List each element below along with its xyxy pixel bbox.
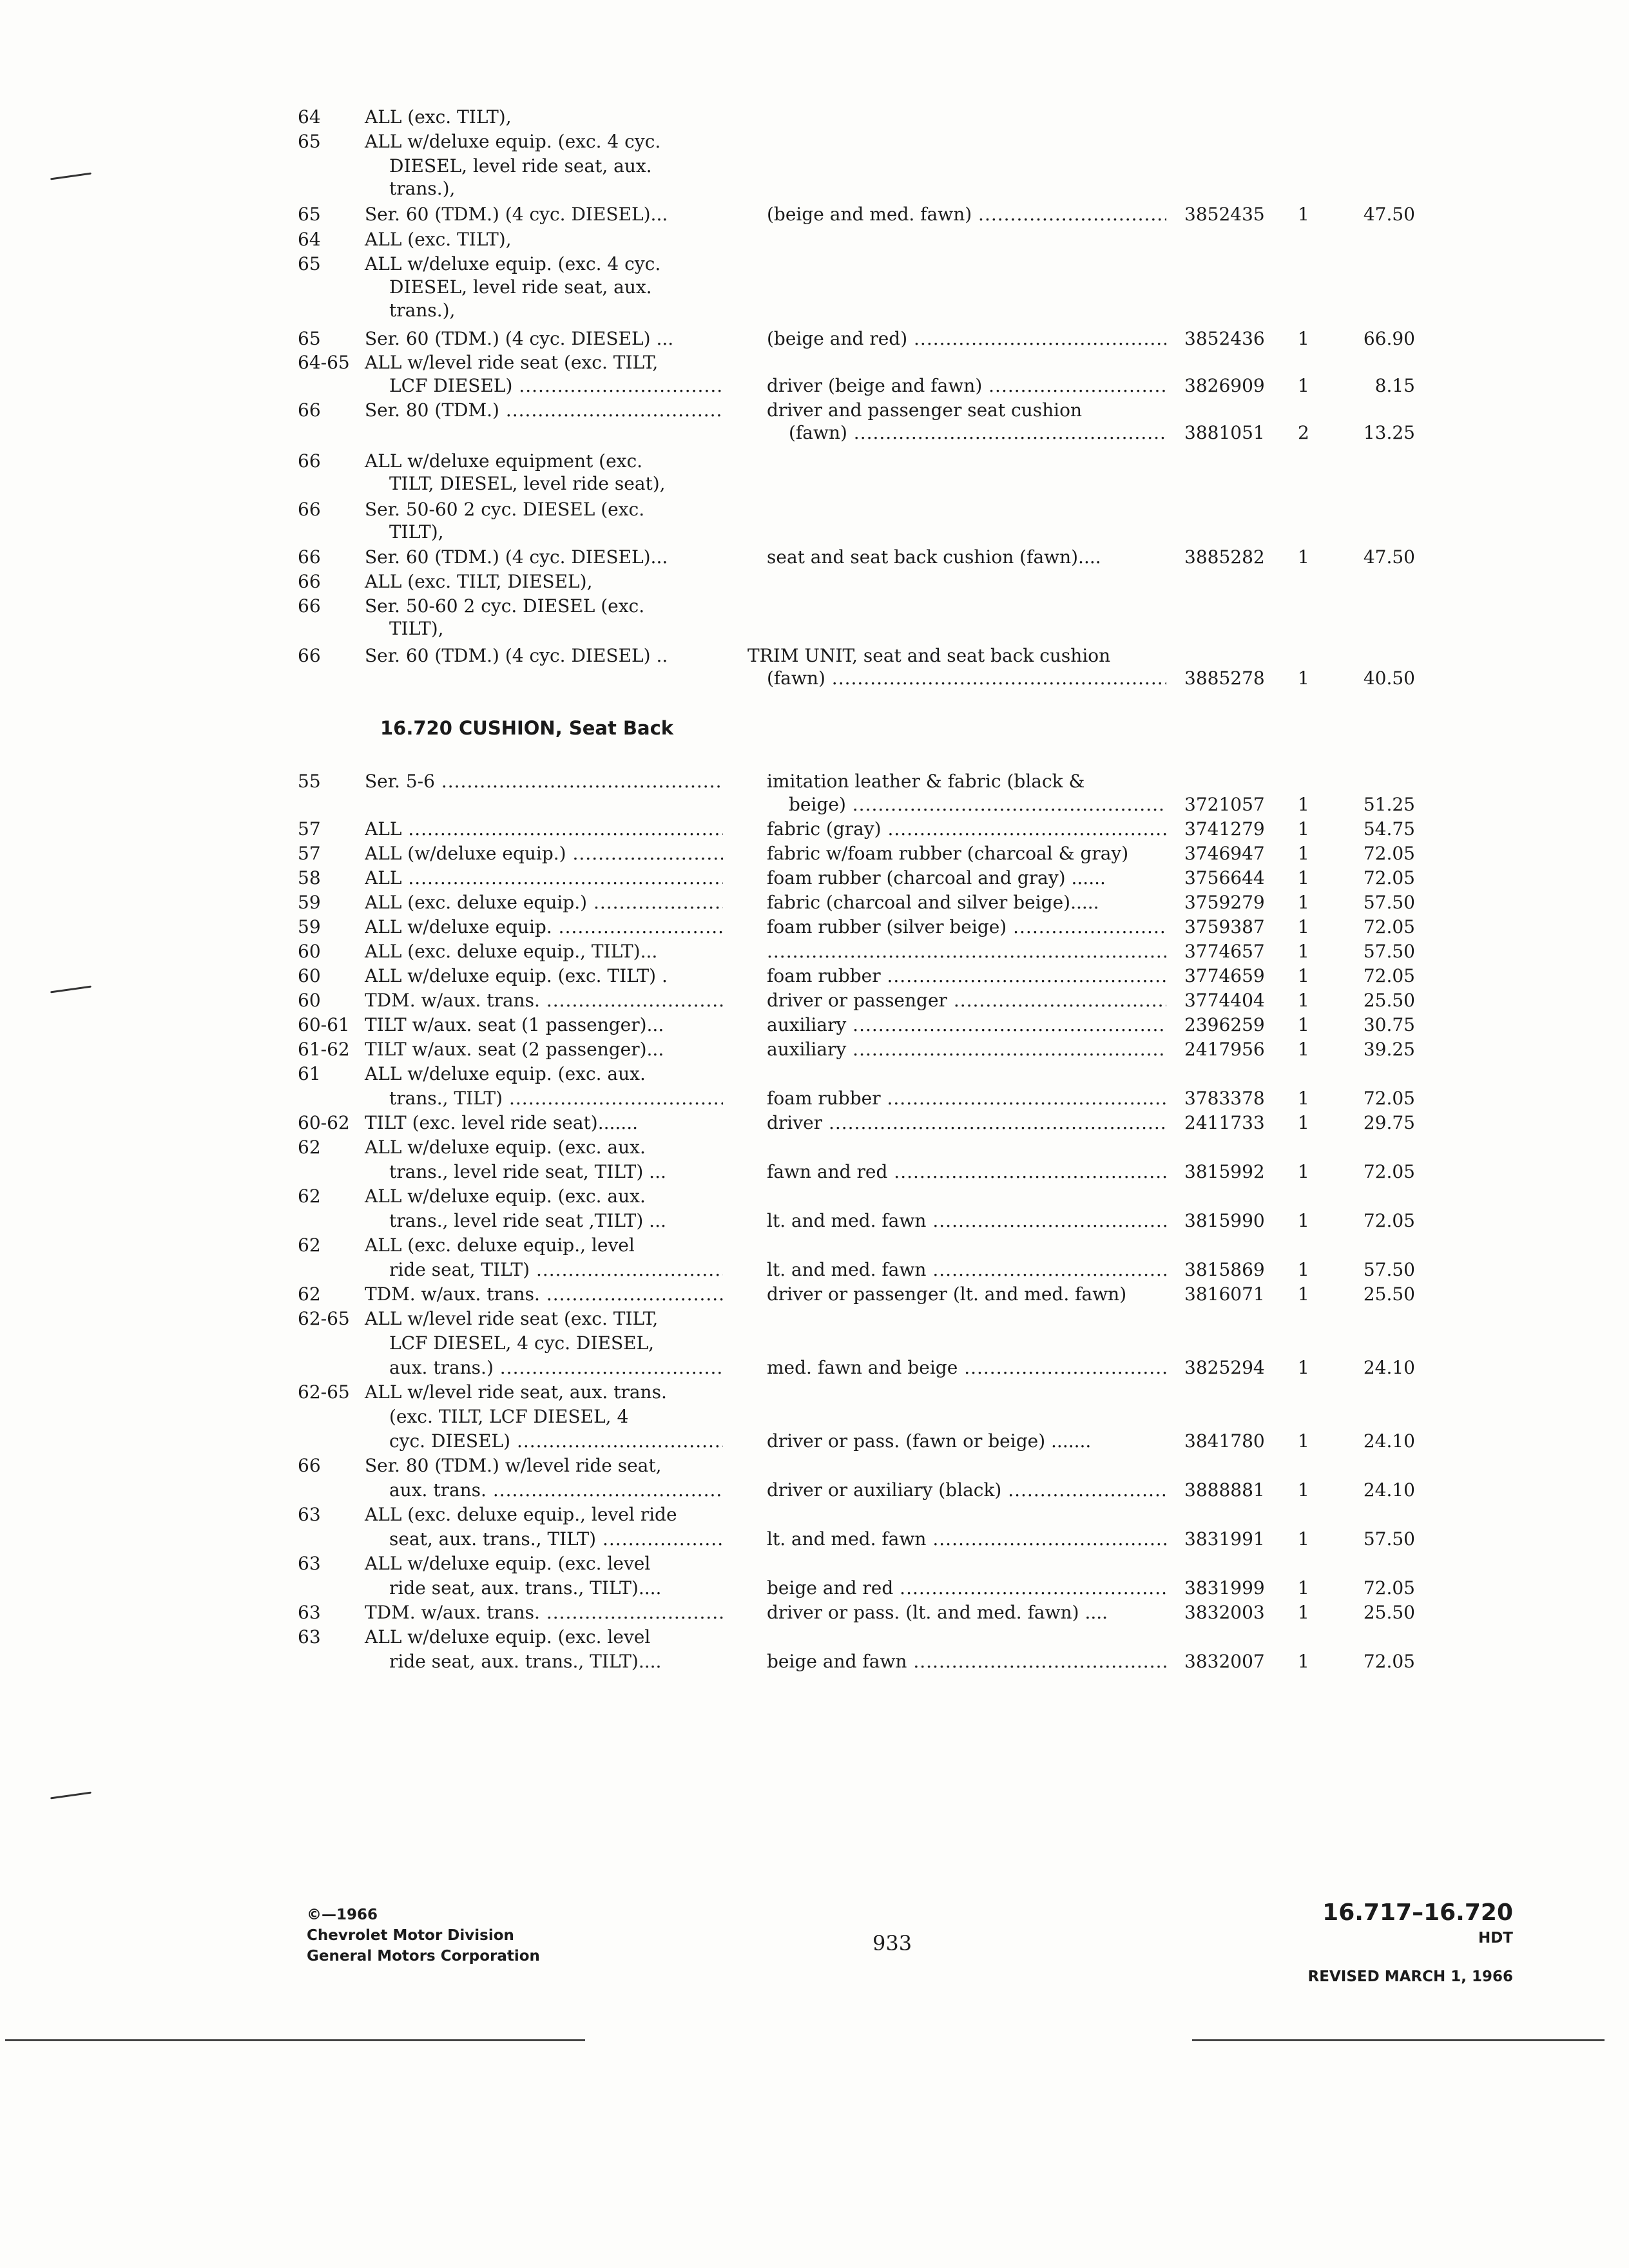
list-price: 54.75	[1363, 818, 1415, 840]
catalog-line	[0, 520, 1629, 544]
model-application: TILT w/aux. seat (2 passenger)...	[365, 1039, 664, 1060]
part-number: 3841780	[1184, 1430, 1265, 1452]
model-application: ALL w/deluxe equip. (exc. TILT) .	[365, 965, 668, 986]
catalog-line	[0, 1552, 1629, 1576]
model-year: 57	[298, 818, 321, 840]
quantity: 1	[1298, 1283, 1309, 1305]
quantity: 1	[1298, 204, 1309, 225]
part-number: 3885282	[1184, 546, 1265, 568]
catalog-line	[0, 1282, 1629, 1307]
part-description: driver and passenger seat cushion	[767, 399, 1082, 421]
model-application: ALL (exc. deluxe equip., TILT)...	[365, 941, 658, 962]
part-description: (beige and red) .....	[767, 327, 1166, 351]
model-year: 62	[298, 1283, 321, 1305]
list-price: 72.05	[1363, 867, 1415, 889]
catalog-line	[0, 866, 1629, 890]
part-description: lt. and med. fawn .....	[767, 1258, 1166, 1282]
catalog-line	[0, 939, 1629, 964]
part-number: 3746947	[1184, 843, 1265, 864]
model-year: 66	[298, 571, 321, 592]
model-application: TILT),	[389, 521, 444, 543]
catalog-line	[0, 1356, 1629, 1380]
catalog-line	[0, 298, 1629, 323]
model-application: ALL w/deluxe equip. (exc. 4 cyc.	[365, 131, 661, 152]
catalog-line	[0, 1503, 1629, 1527]
model-application: TILT w/aux. seat (1 passenger)...	[365, 1014, 664, 1035]
quantity: 1	[1298, 668, 1309, 689]
list-price: 57.50	[1363, 1528, 1415, 1550]
catalog-line	[0, 1600, 1629, 1625]
quantity: 2	[1298, 422, 1309, 443]
list-price: 72.05	[1363, 965, 1415, 986]
list-price: 13.25	[1363, 422, 1415, 443]
model-application: ALL w/deluxe equipment (exc.	[365, 450, 643, 472]
catalog-line	[0, 1405, 1629, 1429]
part-number: 2411733	[1184, 1112, 1265, 1133]
list-price: 8.15	[1374, 375, 1415, 396]
model-application: TDM. w/aux. trans. .....	[365, 1600, 723, 1625]
model-year: 64	[298, 229, 321, 250]
list-price: 47.50	[1363, 204, 1415, 225]
part-description: driver (beige and fawn) .....	[767, 374, 1166, 398]
catalog-line	[0, 1209, 1629, 1233]
model-application: Ser. 5-6 .....	[365, 769, 723, 794]
quantity: 1	[1298, 1651, 1309, 1672]
quantity: 1	[1298, 1430, 1309, 1452]
catalog-line	[0, 915, 1629, 939]
model-year: 63	[298, 1626, 321, 1648]
model-application: TDM. w/aux. trans. .....	[365, 988, 723, 1013]
part-description: auxiliary .....	[767, 1013, 1166, 1037]
corporation-name: General Motors Corporation	[307, 1948, 540, 1965]
catalog-line	[0, 1478, 1629, 1503]
quantity: 1	[1298, 794, 1309, 815]
catalog-line	[0, 890, 1629, 915]
part-description: driver or pass. (lt. and med. fawn) ....	[767, 1602, 1108, 1623]
model-year: 60	[298, 990, 321, 1011]
revision-date: REVISED MARCH 1, 1966	[1307, 1968, 1513, 1985]
model-application: ALL w/deluxe equip. (exc. aux.	[365, 1137, 646, 1158]
model-application: ALL .....	[365, 817, 723, 841]
list-price: 72.05	[1363, 1651, 1415, 1672]
part-number: 3815990	[1184, 1210, 1265, 1231]
list-price: 57.50	[1363, 892, 1415, 913]
part-description: imitation leather & fabric (black &	[767, 771, 1085, 792]
catalog-line	[0, 252, 1629, 276]
model-year: 59	[298, 916, 321, 937]
catalog-line	[0, 617, 1629, 641]
catalog-line	[0, 1135, 1629, 1160]
catalog-line	[0, 472, 1629, 496]
model-year: 62	[298, 1235, 321, 1256]
catalog-line	[0, 988, 1629, 1013]
quantity: 1	[1298, 916, 1309, 937]
catalog-line	[0, 374, 1629, 398]
list-price: 40.50	[1363, 668, 1415, 689]
quantity: 1	[1298, 1112, 1309, 1133]
part-description: (beige and med. fawn) .....	[767, 202, 1166, 227]
catalog-line	[0, 1233, 1629, 1258]
model-year: 57	[298, 843, 321, 864]
model-application: aux. trans.) .....	[389, 1356, 723, 1380]
catalog-line	[0, 1111, 1629, 1135]
part-description: fawn and red .....	[767, 1160, 1166, 1184]
model-application: seat, aux. trans., TILT) .....	[389, 1527, 723, 1552]
catalog-line	[0, 327, 1629, 351]
catalog-line	[0, 351, 1629, 375]
list-price: 25.50	[1363, 1602, 1415, 1623]
catalog-line	[0, 666, 1629, 691]
quantity: 1	[1298, 1014, 1309, 1035]
list-price: 24.10	[1363, 1479, 1415, 1501]
list-price: 57.50	[1363, 941, 1415, 962]
model-application: Ser. 80 (TDM.) w/level ride seat,	[365, 1455, 662, 1476]
model-year: 65	[298, 328, 321, 349]
model-application: DIESEL, level ride seat, aux.	[389, 155, 652, 177]
model-application: trans., TILT) .....	[389, 1086, 723, 1111]
model-year: 63	[298, 1504, 321, 1525]
part-description: fabric (gray) .....	[767, 817, 1166, 841]
catalog-code: HDT	[1478, 1930, 1513, 1946]
model-year: 64	[298, 106, 321, 128]
catalog-line	[0, 1527, 1629, 1552]
part-description	[767, 939, 1166, 964]
model-application: trans., level ride seat ,TILT) ...	[389, 1210, 666, 1231]
part-number: 3759279	[1184, 892, 1265, 913]
model-year: 65	[298, 204, 321, 225]
part-number: 3826909	[1184, 375, 1265, 396]
catalog-line	[0, 1037, 1629, 1062]
part-description: driver or pass. (fawn or beige) .......	[767, 1430, 1092, 1452]
part-number: 2417956	[1184, 1039, 1265, 1060]
model-year: 66	[298, 1455, 321, 1476]
quantity: 1	[1298, 1039, 1309, 1060]
model-application: ALL w/deluxe equip. .....	[365, 915, 723, 939]
model-application: ALL (w/deluxe equip.) .....	[365, 841, 723, 866]
catalog-line	[0, 1331, 1629, 1356]
part-number: 3852435	[1184, 204, 1265, 225]
part-description: fabric w/foam rubber (charcoal & gray)	[767, 843, 1129, 864]
model-application: ALL w/deluxe equip. (exc. 4 cyc.	[365, 253, 661, 274]
model-application: trans., level ride seat, TILT) ...	[389, 1161, 666, 1182]
quantity: 1	[1298, 328, 1309, 349]
model-application: Ser. 60 (TDM.) (4 cyc. DIESEL) ..	[365, 645, 668, 666]
model-application: ALL .....	[365, 866, 723, 890]
bottom-rule-left	[5, 2039, 585, 2041]
model-application: ALL (exc. TILT),	[365, 106, 512, 128]
catalog-line	[0, 1576, 1629, 1600]
part-description: foam rubber .....	[767, 964, 1166, 988]
model-application: trans.),	[389, 178, 456, 199]
model-year: 62	[298, 1186, 321, 1207]
part-description: beige and fawn .....	[767, 1649, 1166, 1674]
model-application: ALL (exc. deluxe equip., level ride	[365, 1504, 677, 1525]
model-application: (exc. TILT, LCF DIESEL, 4	[389, 1406, 629, 1427]
model-year: 60	[298, 941, 321, 962]
catalog-line	[0, 841, 1629, 866]
list-price: 72.05	[1363, 1210, 1415, 1231]
model-year: 63	[298, 1602, 321, 1623]
part-number: 3852436	[1184, 328, 1265, 349]
list-price: 72.05	[1363, 1088, 1415, 1109]
part-description: fabric (charcoal and silver beige).....	[767, 892, 1099, 913]
list-price: 25.50	[1363, 1283, 1415, 1305]
quantity: 1	[1298, 892, 1309, 913]
part-number: 3759387	[1184, 916, 1265, 937]
list-price: 72.05	[1363, 1161, 1415, 1182]
quantity: 1	[1298, 818, 1309, 840]
part-number: 3888881	[1184, 1479, 1265, 1501]
model-application: ALL w/deluxe equip. (exc. aux.	[365, 1186, 646, 1207]
model-application: ALL (exc. deluxe equip.) .....	[365, 890, 723, 915]
quantity: 1	[1298, 1577, 1309, 1599]
part-description: (fawn) .....	[789, 421, 1166, 445]
model-application: ALL (exc. TILT, DIESEL),	[365, 571, 593, 592]
section-heading: 16.720 CUSHION, Seat Back	[380, 717, 674, 739]
part-number: 3816071	[1184, 1283, 1265, 1305]
catalog-line	[0, 1307, 1629, 1331]
part-description: med. fawn and beige .....	[767, 1356, 1166, 1380]
list-price: 72.05	[1363, 916, 1415, 937]
model-application: ALL w/level ride seat (exc. TILT,	[365, 352, 659, 373]
model-application: ride seat, TILT) .....	[389, 1258, 723, 1282]
part-number: 3741279	[1184, 818, 1265, 840]
catalog-line	[0, 177, 1629, 201]
list-price: 72.05	[1363, 843, 1415, 864]
list-price: 39.25	[1363, 1039, 1415, 1060]
model-application: Ser. 80 (TDM.) .....	[365, 398, 723, 423]
catalog-line	[0, 1429, 1629, 1454]
part-number: 3832003	[1184, 1602, 1265, 1623]
part-number: 3831991	[1184, 1528, 1265, 1550]
catalog-line	[0, 130, 1629, 154]
model-application: TILT),	[389, 618, 444, 639]
catalog-line	[0, 570, 1629, 594]
part-number: 3756644	[1184, 867, 1265, 889]
catalog-line	[0, 1086, 1629, 1111]
catalog-line	[0, 449, 1629, 474]
catalog-line	[0, 1184, 1629, 1209]
page-number: 933	[872, 1931, 912, 1956]
model-year: 66	[298, 595, 321, 617]
catalog-line	[0, 769, 1629, 794]
part-number: 3721057	[1184, 794, 1265, 815]
catalog-line	[0, 1625, 1629, 1649]
quantity: 1	[1298, 1088, 1309, 1109]
model-application: cyc. DIESEL) .....	[389, 1429, 723, 1454]
part-description: TRIM UNIT, seat and seat back cushion	[747, 645, 1111, 666]
catalog-line	[0, 154, 1629, 178]
quantity: 1	[1298, 1528, 1309, 1550]
quantity: 1	[1298, 375, 1309, 396]
model-application: TDM. w/aux. trans. .....	[365, 1282, 723, 1307]
list-price: 25.50	[1363, 990, 1415, 1011]
list-price: 66.90	[1363, 328, 1415, 349]
model-application: ALL w/deluxe equip. (exc. level	[365, 1553, 651, 1574]
part-description: beige and red .....	[767, 1576, 1166, 1600]
section-range: 16.717–16.720	[1322, 1899, 1513, 1926]
list-price: 51.25	[1363, 794, 1415, 815]
catalog-line	[0, 1649, 1629, 1674]
model-year: 58	[298, 867, 321, 889]
model-year: 66	[298, 450, 321, 472]
model-year: 66	[298, 399, 321, 421]
model-application: ALL w/deluxe equip. (exc. aux.	[365, 1063, 646, 1084]
quantity: 1	[1298, 941, 1309, 962]
part-number: 3774659	[1184, 965, 1265, 986]
model-application: LCF DIESEL) .....	[389, 374, 723, 398]
model-year: 60-62	[298, 1112, 350, 1133]
list-price: 47.50	[1363, 546, 1415, 568]
catalog-line	[0, 227, 1629, 252]
part-number: 3774404	[1184, 990, 1265, 1011]
model-application: aux. trans. .....	[389, 1478, 723, 1503]
model-year: 60	[298, 965, 321, 986]
part-number: 3881051	[1184, 422, 1265, 443]
part-description: lt. and med. fawn .....	[767, 1209, 1166, 1233]
catalog-line	[0, 1258, 1629, 1282]
part-number: 3774657	[1184, 941, 1265, 962]
part-description: driver or passenger .....	[767, 988, 1166, 1013]
part-number: 3831999	[1184, 1577, 1265, 1599]
model-application: Ser. 60 (TDM.) (4 cyc. DIESEL)...	[365, 204, 668, 225]
model-year: 64-65	[298, 352, 350, 373]
part-number: 3825294	[1184, 1357, 1265, 1378]
catalog-line	[0, 105, 1629, 130]
part-description: foam rubber (charcoal and gray) ......	[767, 867, 1106, 889]
list-price: 24.10	[1363, 1357, 1415, 1378]
catalog-line	[0, 545, 1629, 570]
part-description: lt. and med. fawn .....	[767, 1527, 1166, 1552]
publisher-block	[307, 1905, 540, 1966]
binder-hole-mark	[50, 1792, 92, 1800]
part-number: 3832007	[1184, 1651, 1265, 1672]
part-description: foam rubber .....	[767, 1086, 1166, 1111]
catalog-line	[0, 594, 1629, 619]
model-year: 60-61	[298, 1014, 350, 1035]
quantity: 1	[1298, 1357, 1309, 1378]
catalog-line	[0, 1454, 1629, 1478]
part-description: foam rubber (silver beige) .....	[767, 915, 1166, 939]
catalog-line	[0, 1380, 1629, 1405]
model-application: ride seat, aux. trans., TILT)....	[389, 1577, 662, 1599]
model-year: 61	[298, 1063, 321, 1084]
part-number: 3815992	[1184, 1161, 1265, 1182]
catalog-line	[0, 964, 1629, 988]
model-application: trans.),	[389, 300, 456, 321]
copyright: ©—1966	[307, 1907, 378, 1923]
quantity: 1	[1298, 1259, 1309, 1280]
catalog-line	[0, 497, 1629, 522]
catalog-line	[0, 202, 1629, 227]
catalog-line	[0, 421, 1629, 445]
model-application: TILT, DIESEL, level ride seat),	[389, 473, 666, 494]
quantity: 1	[1298, 843, 1309, 864]
model-year: 65	[298, 131, 321, 152]
model-application: TILT (exc. level ride seat).......	[365, 1112, 639, 1133]
catalog-line	[0, 1160, 1629, 1184]
part-description: auxiliary .....	[767, 1037, 1166, 1062]
model-application: Ser. 50-60 2 cyc. DIESEL (exc.	[365, 595, 645, 617]
model-year: 66	[298, 546, 321, 568]
list-price: 29.75	[1363, 1112, 1415, 1133]
model-year: 55	[298, 771, 321, 792]
model-application: ALL w/level ride seat (exc. TILT,	[365, 1308, 659, 1329]
catalog-line	[0, 275, 1629, 300]
model-year: 62-65	[298, 1308, 350, 1329]
part-number: 3783378	[1184, 1088, 1265, 1109]
model-application: ALL w/deluxe equip. (exc. level	[365, 1626, 651, 1648]
catalog-line	[0, 644, 1629, 668]
model-year: 61-62	[298, 1039, 350, 1060]
part-description: driver or passenger (lt. and med. fawn)	[767, 1283, 1127, 1305]
model-year: 62	[298, 1137, 321, 1158]
model-year: 66	[298, 645, 321, 666]
part-number: 2396259	[1184, 1014, 1265, 1035]
model-year: 66	[298, 499, 321, 520]
part-number: 3885278	[1184, 668, 1265, 689]
part-description: beige) .....	[789, 793, 1166, 817]
list-price: 30.75	[1363, 1014, 1415, 1035]
model-application: LCF DIESEL, 4 cyc. DIESEL,	[389, 1332, 655, 1354]
model-application: Ser. 60 (TDM.) (4 cyc. DIESEL)...	[365, 546, 668, 568]
quantity: 1	[1298, 1161, 1309, 1182]
list-price: 72.05	[1363, 1577, 1415, 1599]
model-application: ALL (exc. TILT),	[365, 229, 512, 250]
catalog-line	[0, 1013, 1629, 1037]
catalog-line	[0, 398, 1629, 423]
model-application: ALL (exc. deluxe equip., level	[365, 1235, 635, 1256]
catalog-line	[0, 817, 1629, 841]
quantity: 1	[1298, 1210, 1309, 1231]
part-description: seat and seat back cushion (fawn)....	[767, 546, 1101, 568]
part-description: driver .....	[767, 1111, 1166, 1135]
quantity: 1	[1298, 1479, 1309, 1501]
part-number: 3815869	[1184, 1259, 1265, 1280]
model-application: DIESEL, level ride seat, aux.	[389, 276, 652, 298]
model-application: ALL w/level ride seat, aux. trans.	[365, 1381, 667, 1403]
model-year: 59	[298, 892, 321, 913]
quantity: 1	[1298, 990, 1309, 1011]
model-application: Ser. 50-60 2 cyc. DIESEL (exc.	[365, 499, 645, 520]
part-description: driver or auxiliary (black) .....	[767, 1478, 1166, 1503]
section-range-block	[1308, 1898, 1513, 1987]
list-price: 24.10	[1363, 1430, 1415, 1452]
bottom-rule-right	[1192, 2039, 1605, 2041]
division-name: Chevrolet Motor Division	[307, 1927, 514, 1944]
quantity: 1	[1298, 1602, 1309, 1623]
list-price: 57.50	[1363, 1259, 1415, 1280]
quantity: 1	[1298, 867, 1309, 889]
catalog-line	[0, 1062, 1629, 1086]
model-year: 63	[298, 1553, 321, 1574]
part-description: (fawn) .....	[767, 666, 1166, 691]
catalog-line	[0, 793, 1629, 817]
model-year: 65	[298, 253, 321, 274]
model-application: Ser. 60 (TDM.) (4 cyc. DIESEL) ...	[365, 328, 674, 349]
model-application: ride seat, aux. trans., TILT)....	[389, 1651, 662, 1672]
quantity: 1	[1298, 965, 1309, 986]
quantity: 1	[1298, 546, 1309, 568]
model-year: 62-65	[298, 1381, 350, 1403]
